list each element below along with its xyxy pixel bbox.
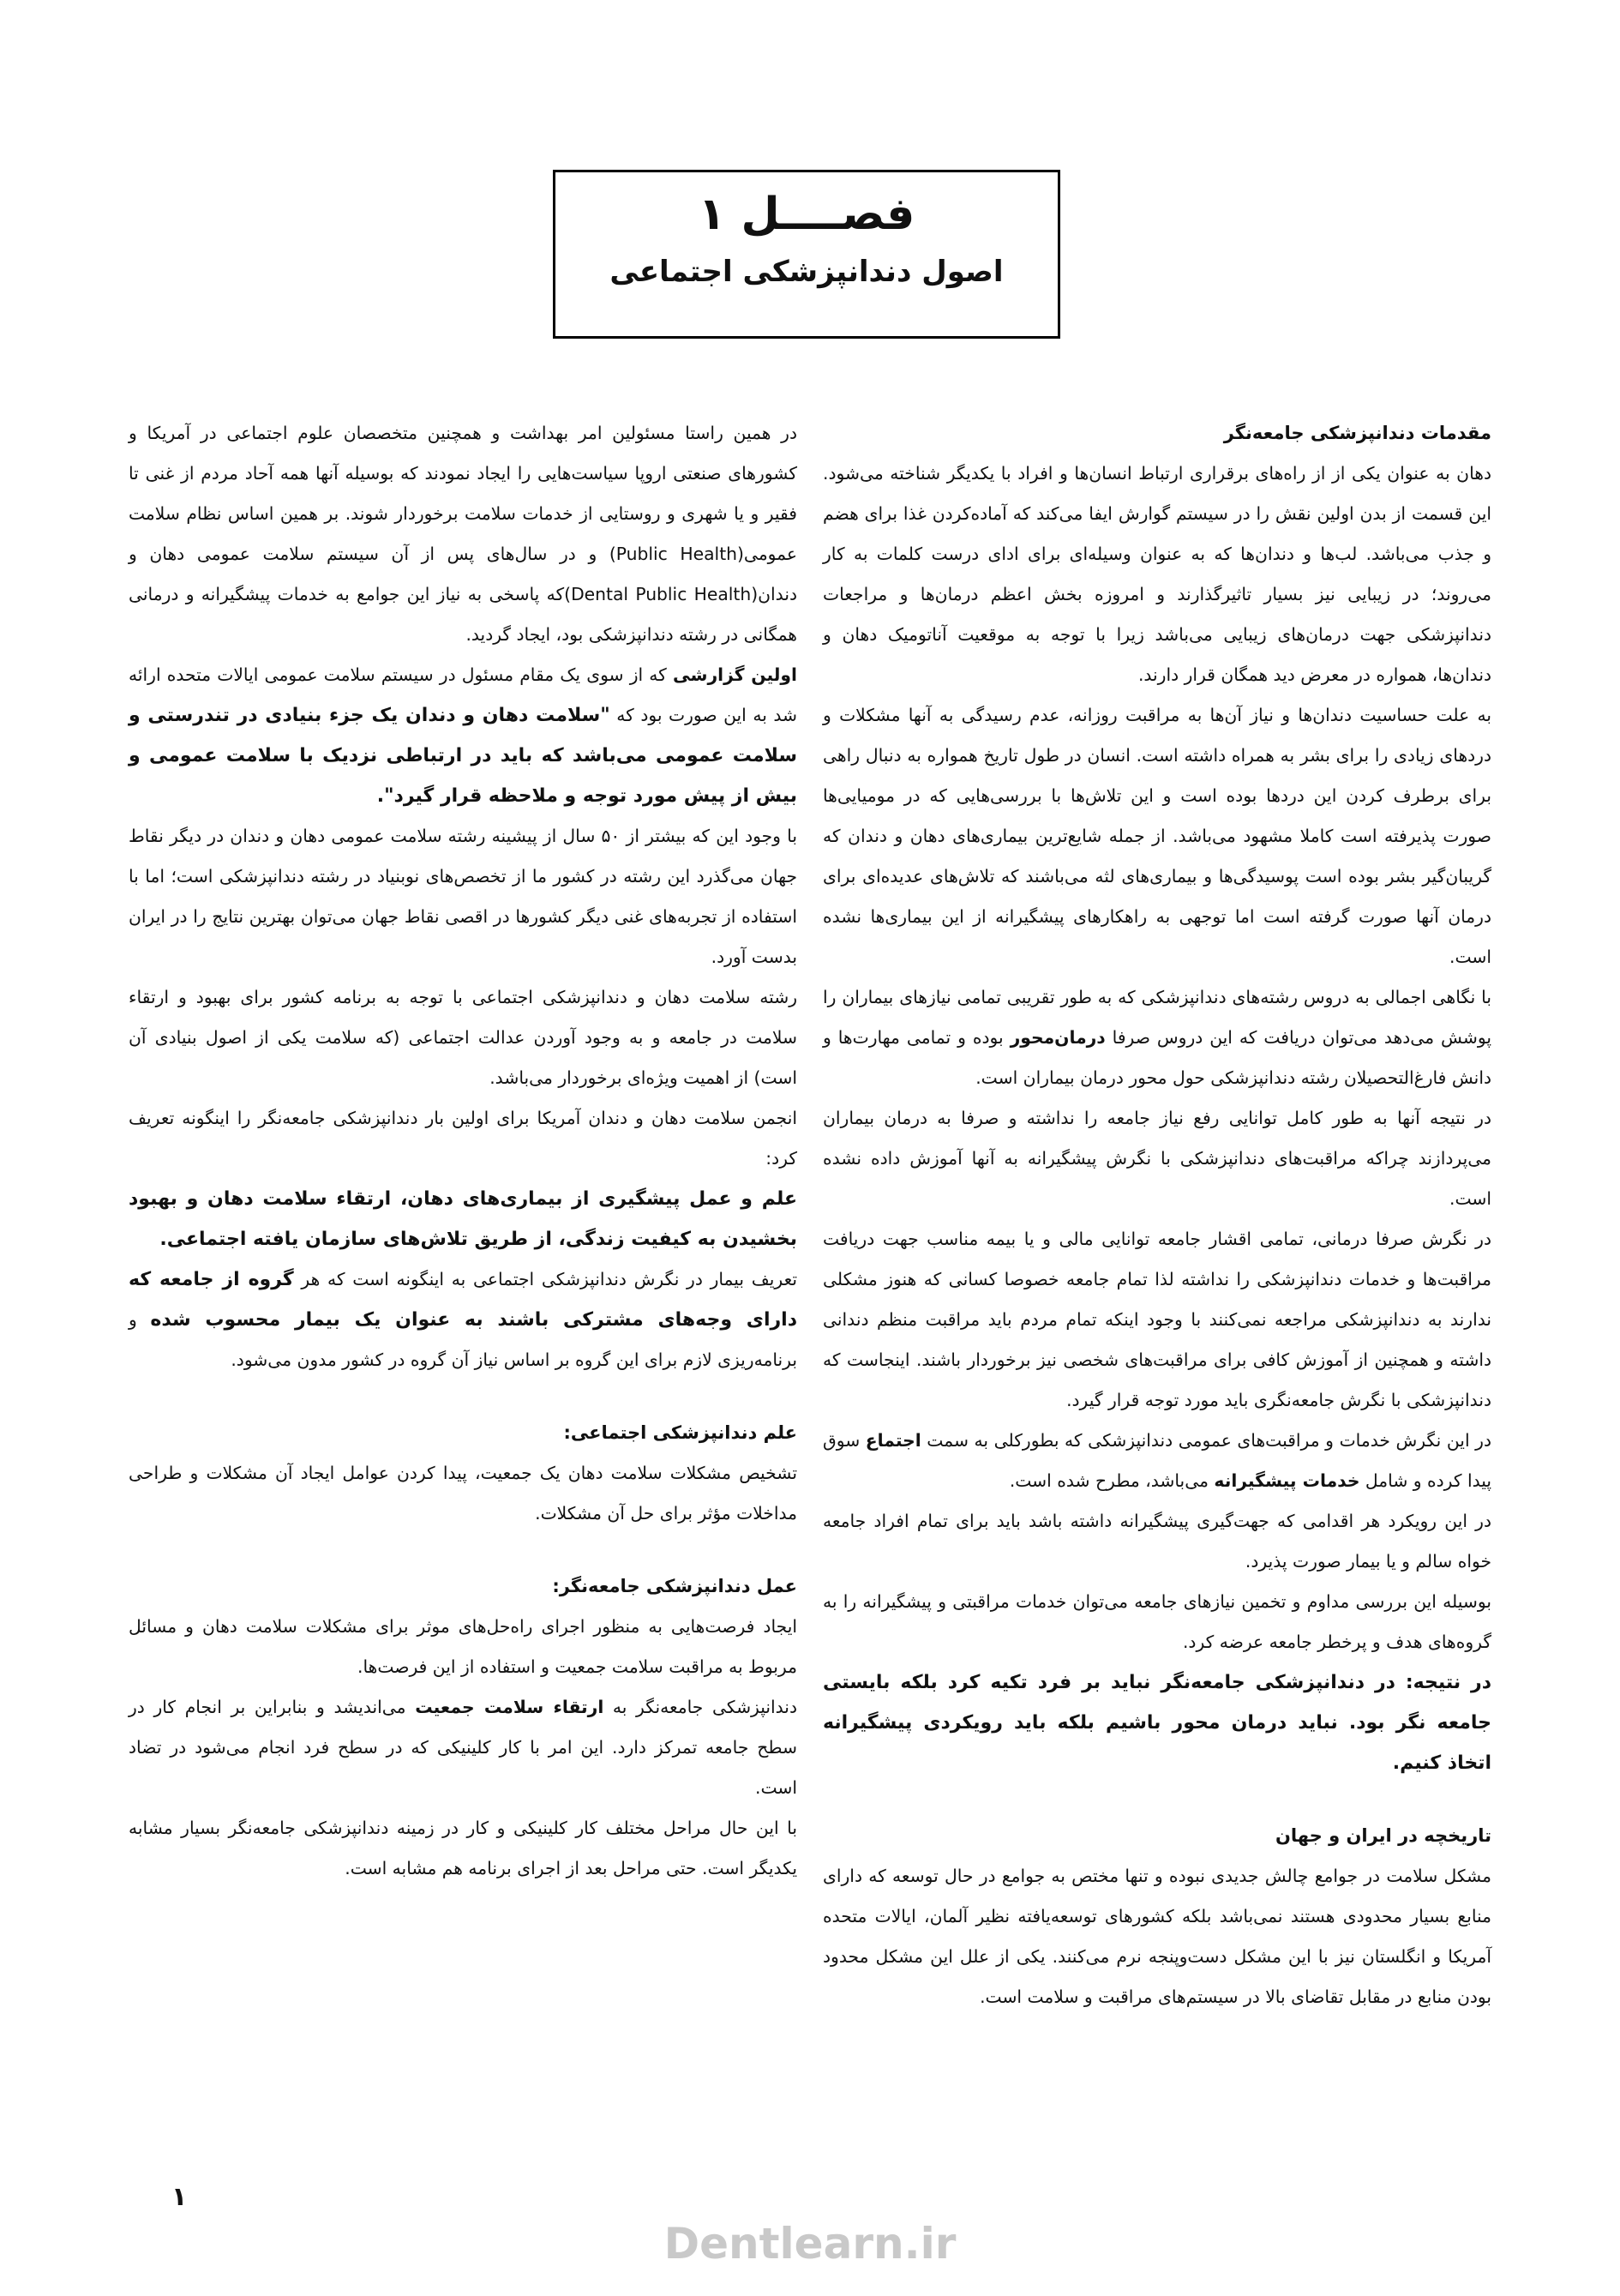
paragraph: انجمن سلامت دهان و دندان آمریکا برای اولین بار دندانپزشکی جامعه‌نگر را اینگونه تعریف کرد: [129,1108,797,1169]
paragraph-text: سوق پیدا کرده و شامل [823,1430,1491,1491]
paragraph [129,1687,797,1808]
paragraph: تشخیص مشکلات سلامت دهان یک جمعیت، پیدا کردن عوامل ایجاد آن مشکلات و طراحی مداخلات مؤثر برای حل آن مشکلات. [129,1463,797,1524]
spacer [823,1783,1491,1816]
page-number: ۱ [171,2182,188,2212]
chapter-title: فصــــل ۱ [698,189,915,240]
section-heading-science: علم دندانپزشکی اجتماعی: [563,1422,797,1443]
english-term: Dental Public Health [571,584,752,604]
paragraph-text: تعریف بیمار در نگرش دندانپزشکی اجتماعی به اینگونه است که هر [293,1269,797,1289]
paragraph: مشکل سلامت در جوامع چالش جدیدی نبوده و تنها مختص به جوامع در حال توسعه که دارای منابع بسیار محدودی هستند نمی‌باشد بلکه کشورهای توسعه‌یافته نظیر آلمان، ایالات متحده آمریکا و انگلستان نیز با این مشکل دست‌وپنجه نرم می‌کنند. یکی از علل این مشکل محدود بودن منابع در مقابل تقاضای بالا در سیستم‌های مراقبت و سلامت است. [823,1866,1491,2007]
paragraph [823,1421,1491,1501]
paragraph: رشته سلامت دهان و دندانپزشکی اجتماعی با توجه به برنامه کشور برای بهبود و ارتقاء سلامت در جامعه و به وجود آوردن عدالت اجتماعی (که سلامت یکی از اصول بنیادی آن است) از اهمیت ویژه‌ای برخوردار می‌باشد. [129,987,797,1088]
emphasis-text: اولین گزارشی [673,664,797,685]
paragraph-text: ) و در سال‌های پس از آن سیستم سلامت عمومی دهان و دندان( [129,544,797,604]
paragraph-text: در همین راستا مسئولین امر بهداشت و همچنین متخصصان علوم اجتماعی در آمریکا و کشورهای صنعتی اروپا سیاست‌هایی را ایجاد نمودند که بوسیله آنها همه آحاد مردم از غنی تا فقیر و یا شهری و روستایی از خدمات سلامت برخوردار شوند. بر همین اساس نظام سلامت عمومی( [129,423,797,564]
paragraph: ایجاد فرصت‌هایی به منظور اجرای راه‌حل‌های موثر برای مشکلات سلامت دهان و مسائل مربوط به مراقبت سلامت جمعیت و استفاده از این فرصت‌ها. [129,1616,797,1677]
paragraph-text: دندانپزشکی جامعه‌نگر به [603,1697,797,1717]
chapter-title-box [553,170,1060,339]
watermark: Dentlearn.ir [663,2219,957,2269]
emphasis-text: گروه از جامعه که دارای وجه‌های مشترکی باشند به عنوان یک بیمار محسوب شده [129,1269,797,1331]
paragraph [823,977,1491,1098]
emphasis-text: درمان‌محور [1010,1027,1106,1048]
section-heading-intro: مقدمات دندانپزشکی جامعه‌نگر [1223,423,1491,443]
section-heading-practice: عمل دندانپزشکی جامعه‌نگر: [552,1576,797,1596]
paragraph: در این رویکرد هر اقدامی که جهت‌گیری پیشگیرانه داشته باشد باید برای تمام افراد جامعه خواه سالم و یا بیمار صورت پذیرد. [823,1511,1491,1572]
emphasis-text: ارتقاء سلامت جمعیت [415,1697,604,1717]
emphasis-text: خدمات پیشگیرانه [1214,1470,1360,1491]
left-column [129,413,797,1889]
paragraph [129,655,797,816]
emphasis-text: اجتماع [865,1430,921,1451]
paragraph [129,413,797,655]
definition-paragraph: علم و عمل پیشگیری از بیماری‌های دهان، ارتقاء سلامت دهان و بهبود بخشیدن به کیفیت زندگی، از طریق تلاش‌های سازمان یافته اجتماعی. [129,1188,797,1250]
paragraph: در نتیجه آنها به طور کامل توانایی رفع نیاز جامعه را نداشته و صرفا به درمان بیماران می‌پردازند چراکه مراقبت‌های دندانپزشکی با نگرش پیشگیرانه به آنها آموزش داده نشده است. [823,1108,1491,1209]
paragraph-text: و برنامه‌ریزی لازم برای این گروه بر اساس نیاز آن گروه در کشور مدون می‌شود. [129,1309,797,1370]
spacer [129,1380,797,1413]
quote-text: "سلامت دهان و دندان یک جزء بنیادی در تندرستی و سلامت عمومی می‌باشد که باید در ارتباطی نزدیک با سلامت عمومی و بیش از پیش مورد توجه و ملاحظه قرار گیرد". [129,705,797,807]
paragraph-text: می‌باشد، مطرح شده است. [1009,1470,1215,1491]
paragraph: با این حال مراحل مختلف کار کلینیکی و کار در زمینه دندانپزشکی جامعه‌نگر بسیار مشابه یکدیگر است. حتی مراحل بعد از اجرای برنامه هم مشابه است. [129,1818,797,1878]
conclusion-paragraph: در نتیجه: در دندانپزشکی جامعه‌نگر نباید بر فرد تکیه کرد بلکه بایستی جامعه نگر بود. نباید درمان محور باشیم بلکه باید رویکردی پیشگیرانه اتخاذ کنیم. [823,1672,1491,1774]
paragraph-text: بوده و تمامی مهارت‌ها و دانش فارغ‌التحصیلان رشته دندانپزشکی حول محور درمان بیماران است. [823,1027,1491,1088]
paragraph: به علت حساسیت دندان‌ها و نیاز آن‌ها به مراقبت روزانه، عدم رسیدگی به آنها مشکلات و دردهای زیادی را برای بشر به همراه داشته است. انسان در طول تاریخ همواره به دنبال راهی برای برطرف کردن این دردها بوده است و این تلاش‌ها با بررسی‌هایی که در مومیایی‌ها صورت پذیرفته است کاملا مشهود می‌باشد. از جمله شایع‌ترین بیماری‌های دهان و دندان که گریبان‌گیر بشر بوده است پوسیدگی‌ها و بیماری‌های لثه می‌باشند که تلاش‌های عدیده‌ای برای درمان آنها صورت گرفته است اما توجهی به راهکارهای پیشگیرانه از این بیماری‌ها نشده است. [823,705,1491,967]
section-heading-history: تاریخچه در ایران و جهان [1275,1825,1491,1846]
paragraph-text: که از سوی یک مقام مسئول در سیستم سلامت عمومی ایالات متحده ارائه شد به این صورت بود که [129,664,797,725]
paragraph: در نگرش صرفا درمانی، تمامی اقشار جامعه توانایی مالی و یا بیمه مناسب جهت دریافت مراقبت‌ها و خدمات دندانپزشکی را نداشته لذا تمام جامعه خصوصا کسانی که هنوز مشکلی ندارند به دندانپزشکی مراجعه نمی‌کنند با وجود اینکه تمام مردم باید مراقبت منظم دندانی داشته و همچنین از آموزش کافی برای مراقبت‌های شخصی نیز برخوردار باشند. اینجاست که دندانپزشکی با نگرش جامعه‌نگری باید مورد توجه قرار گیرد. [823,1229,1491,1410]
paragraph-text: )که پاسخی به نیاز این جوامع به خدمات پیشگیرانه و درمانی همگانی در رشته دندانپزشکی بود، ایجاد گردید. [129,584,797,645]
paragraph [129,1259,797,1380]
paragraph: با وجود این که بیشتر از ۵۰ سال از پیشینه رشته سلامت عمومی دهان و دندان در دیگر نقاط جهان می‌گذرد این رشته در کشور ما از تخصص‌های نوبنیاد در رشته دندانپزشکی است؛ اما با استفاده از تجربه‌های غنی دیگر کشورها در اقصی نقاط جهان می‌توان بهترین نتایج را در ایران بدست آورد. [129,826,797,967]
paragraph: بوسیله این بررسی مداوم و تخمین نیازهای جامعه می‌توان خدمات مراقبتی و پیشگیرانه را به گروه‌های هدف و پرخطر جامعه عرضه کرد. [823,1591,1491,1652]
spacer [129,1534,797,1566]
paragraph-text: با نگاهی اجمالی به دروس رشته‌های دندانپزشکی که به طور تقریبی تمامی نیازهای بیماران را پوشش می‌دهد می‌توان دریافت که این دروس صرفا [823,987,1491,1048]
chapter-subtitle: اصول دندانپزشکی اجتماعی [609,255,1004,290]
right-column [823,413,1491,2017]
paragraph-text: در این نگرش خدمات و مراقبت‌های عمومی دندانپزشکی که بطورکلی به سمت [921,1430,1491,1451]
paragraph: دهان به عنوان یکی از از راه‌های برقراری ارتباط انسان‌ها و افراد با یکدیگر شناخته می‌شود. این قسمت از بدن اولین نقش را در سیستم گوارش ایفا می‌کند که آماده‌کردن غذا برای هضم و جذب می‌باشد. لب‌ها و دندان‌ها که به عنوان وسیله‌ای برای ادای درست کلمات به کار می‌روند؛ در زیبایی نیز بسیار تاثیرگذارند و امروزه بخش اعظم درمان‌ها و مراجعات دندانپزشکی جهت درمان‌های زیبایی می‌باشد زیرا با توجه به موقعیت آناتومیک دهان و دندان‌ها، همواره در معرض دید همگان قرار دارند. [823,463,1491,685]
paragraph-text: می‌اندیشد و بنابراین بر انجام کار در سطح جامعه تمرکز دارد. این امر با کار کلینیکی که در سطح فرد انجام می‌شود در تضاد است. [129,1697,797,1798]
english-term: Public Health [615,544,737,564]
